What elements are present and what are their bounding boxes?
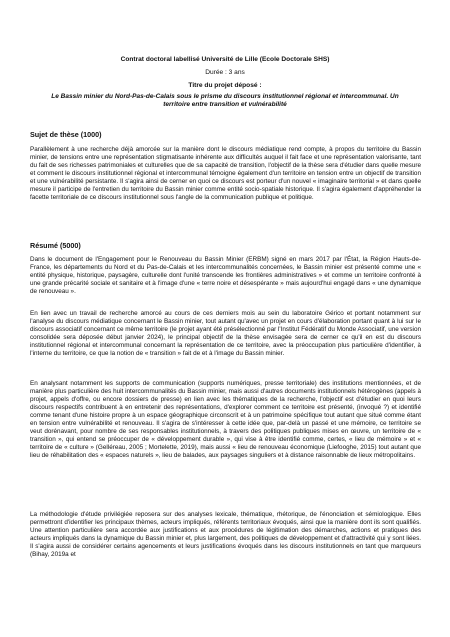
summary-paragraph-4: La méthodologie d'étude privilégiée reposera sur des analyses lexicale, thématique, rhétorique, de l'énonciation et sémiologique. Elles permettront d'identifier les principaux thèmes, acteurs impliqués, référents territoriaux évoqués, ainsi que la manière dont ils sont qualifiés. Une attention particulière sera accordée aux justifications et aux procédures de légitimation des démarches, actions et pratiques des acteurs impliqués dans la dynamique du Bassin minier et, plus largement, des politiques de développement et d'attractivité qui y sont liées. Il s'agira aussi de considérer certains agencements et leurs justifications évoqués dans les discours institutionnels en tant que marqueurs (Bihay, 2019a et: [30, 511, 421, 559]
contract-heading: Contrat doctoral labellisé Université de Lille (Ecole Doctorale SHS): [120, 56, 330, 63]
subject-paragraph: Parallèlement à une recherche déjà amorcée sur la manière dont le discours médiatique rend compte, à propos du territoire du Bassin minier, de tensions entre une représentation stigmatisante inhérente aux difficultés auquel il fait face et une représentation valorisante, tant du fait de ses richesses patrimoniales et culturelles que de sa capacité de transition, l'objectif de la thèse sera d'étudier dans quelle mesure et comment le discours institutionnel régional et intercommunal témoigne également d'un territoire en tension entre un objectif de transition et une vulnérabilité persistante. Il s'agira ainsi de cerner en quoi ce discours est porteur d'un nouvel « imaginaire territorial » et dans quelle mesure il participe de l'entretien du territoire du Bassin minier comme entité socio-spatiale historique. Il s'agira également d'appréhender la facette territoriale de ce discours institutionnel sous l'angle de la communication publique et politique.: [30, 146, 421, 202]
summary-section-title: Résumé (5000): [30, 241, 81, 250]
summary-paragraph-3: En analysant notamment les supports de communication (supports numériques, presse territoriale) des institutions mentionnées, et de manière plus particulière des huit intercommunalités du Bassin minier, mais aussi d'autres documents institutionnels hétérogènes (appels à projet, appels d'offre, ou encore dossiers de presse) en lien avec les thématiques de la recherche, l'objectif est d'étudier en quoi leurs discours respectifs contribuent à en entretenir des représentations, d'explorer comment ce territoire est présenté, (invoqué ?) et identifié comme tenant d'une histoire propre à un espace géographique circonscrit et à un patrimoine spécifique tout autant que situé comme étant en tension entre vulnérabilité et renouveau. Il s'agira de s'intéresser à cette idée que, par-delà un passé et une mémoire, ce territoire se veut dorénavant, pour nombre de ses responsables institutionnels, à travers des politiques publiques mises en œuvre, un territoire de « transition », qui entend se préoccuper de « développement durable », qui vise à être identifié comme, certes, « lieu de mémoire » et « territoire de « culture » (Gelléreau, 2005 ; Mortelette, 2019), mais aussi « lieu de renouveau économique (Liefooghe, 2015) tout autant que lieu de réhabilitation des « espaces naturels », lieu de balades, aux paysages singuliers et à distance raisonnable de lieux métropolitains.: [30, 380, 421, 460]
duration-line: Durée : 3 ans: [205, 69, 245, 76]
summary-paragraph-1: Dans le document de l'Engagement pour le Renouveau du Bassin Minier (ERBM) signé en mars 2017 par l'État, la Région Hauts-de-France, les départements du Nord et du Pas-de-Calais et les intercommunalités concernées, le Bassin minier est présenté comme une « entité physique, historique, paysagère, culturelle dont l'unité transcende les frontières administratives » et comme un territoire confronté à une grande précarité sociale et sanitaire et à l'image d'une « terre noire et désespérante » mais aujourd'hui engagé dans « une dynamique de renouveau ».: [30, 256, 421, 296]
project-label: Titre du projet déposé :: [188, 82, 262, 89]
project-title: Le Bassin minier du Nord-Pas-de-Calais sous le prisme du discours institutionnel régional et intercommunal. Un territoire entre transition et vulnérabilité: [51, 93, 399, 109]
subject-section-title: Sujet de thèse (1000): [30, 130, 102, 139]
summary-paragraph-2: En lien avec un travail de recherche amorcé au cours de ces derniers mois au sein du laboratoire Gérico et portant notamment sur l'analyse du discours médiatique concernant le Bassin minier, tout autant qu'avec un projet en cours d'élaboration portant quant à lui sur le discours associatif concernant ce même territoire (le projet ayant été présélectionné par l'Institut Fédératif du Monde Associatif, une version consolidée sera déposée début janvier 2024), le principal objectif de la thèse envisagée sera de cerner ce qu'il en est du discours institutionnel régional et intercommunal concernant la représentation de ce territoire, avec la préoccupation plus particulière d'identifier, à l'interne du territoire, ce que la notion de « transition » fait de et à l'image du Bassin minier.: [30, 310, 421, 358]
